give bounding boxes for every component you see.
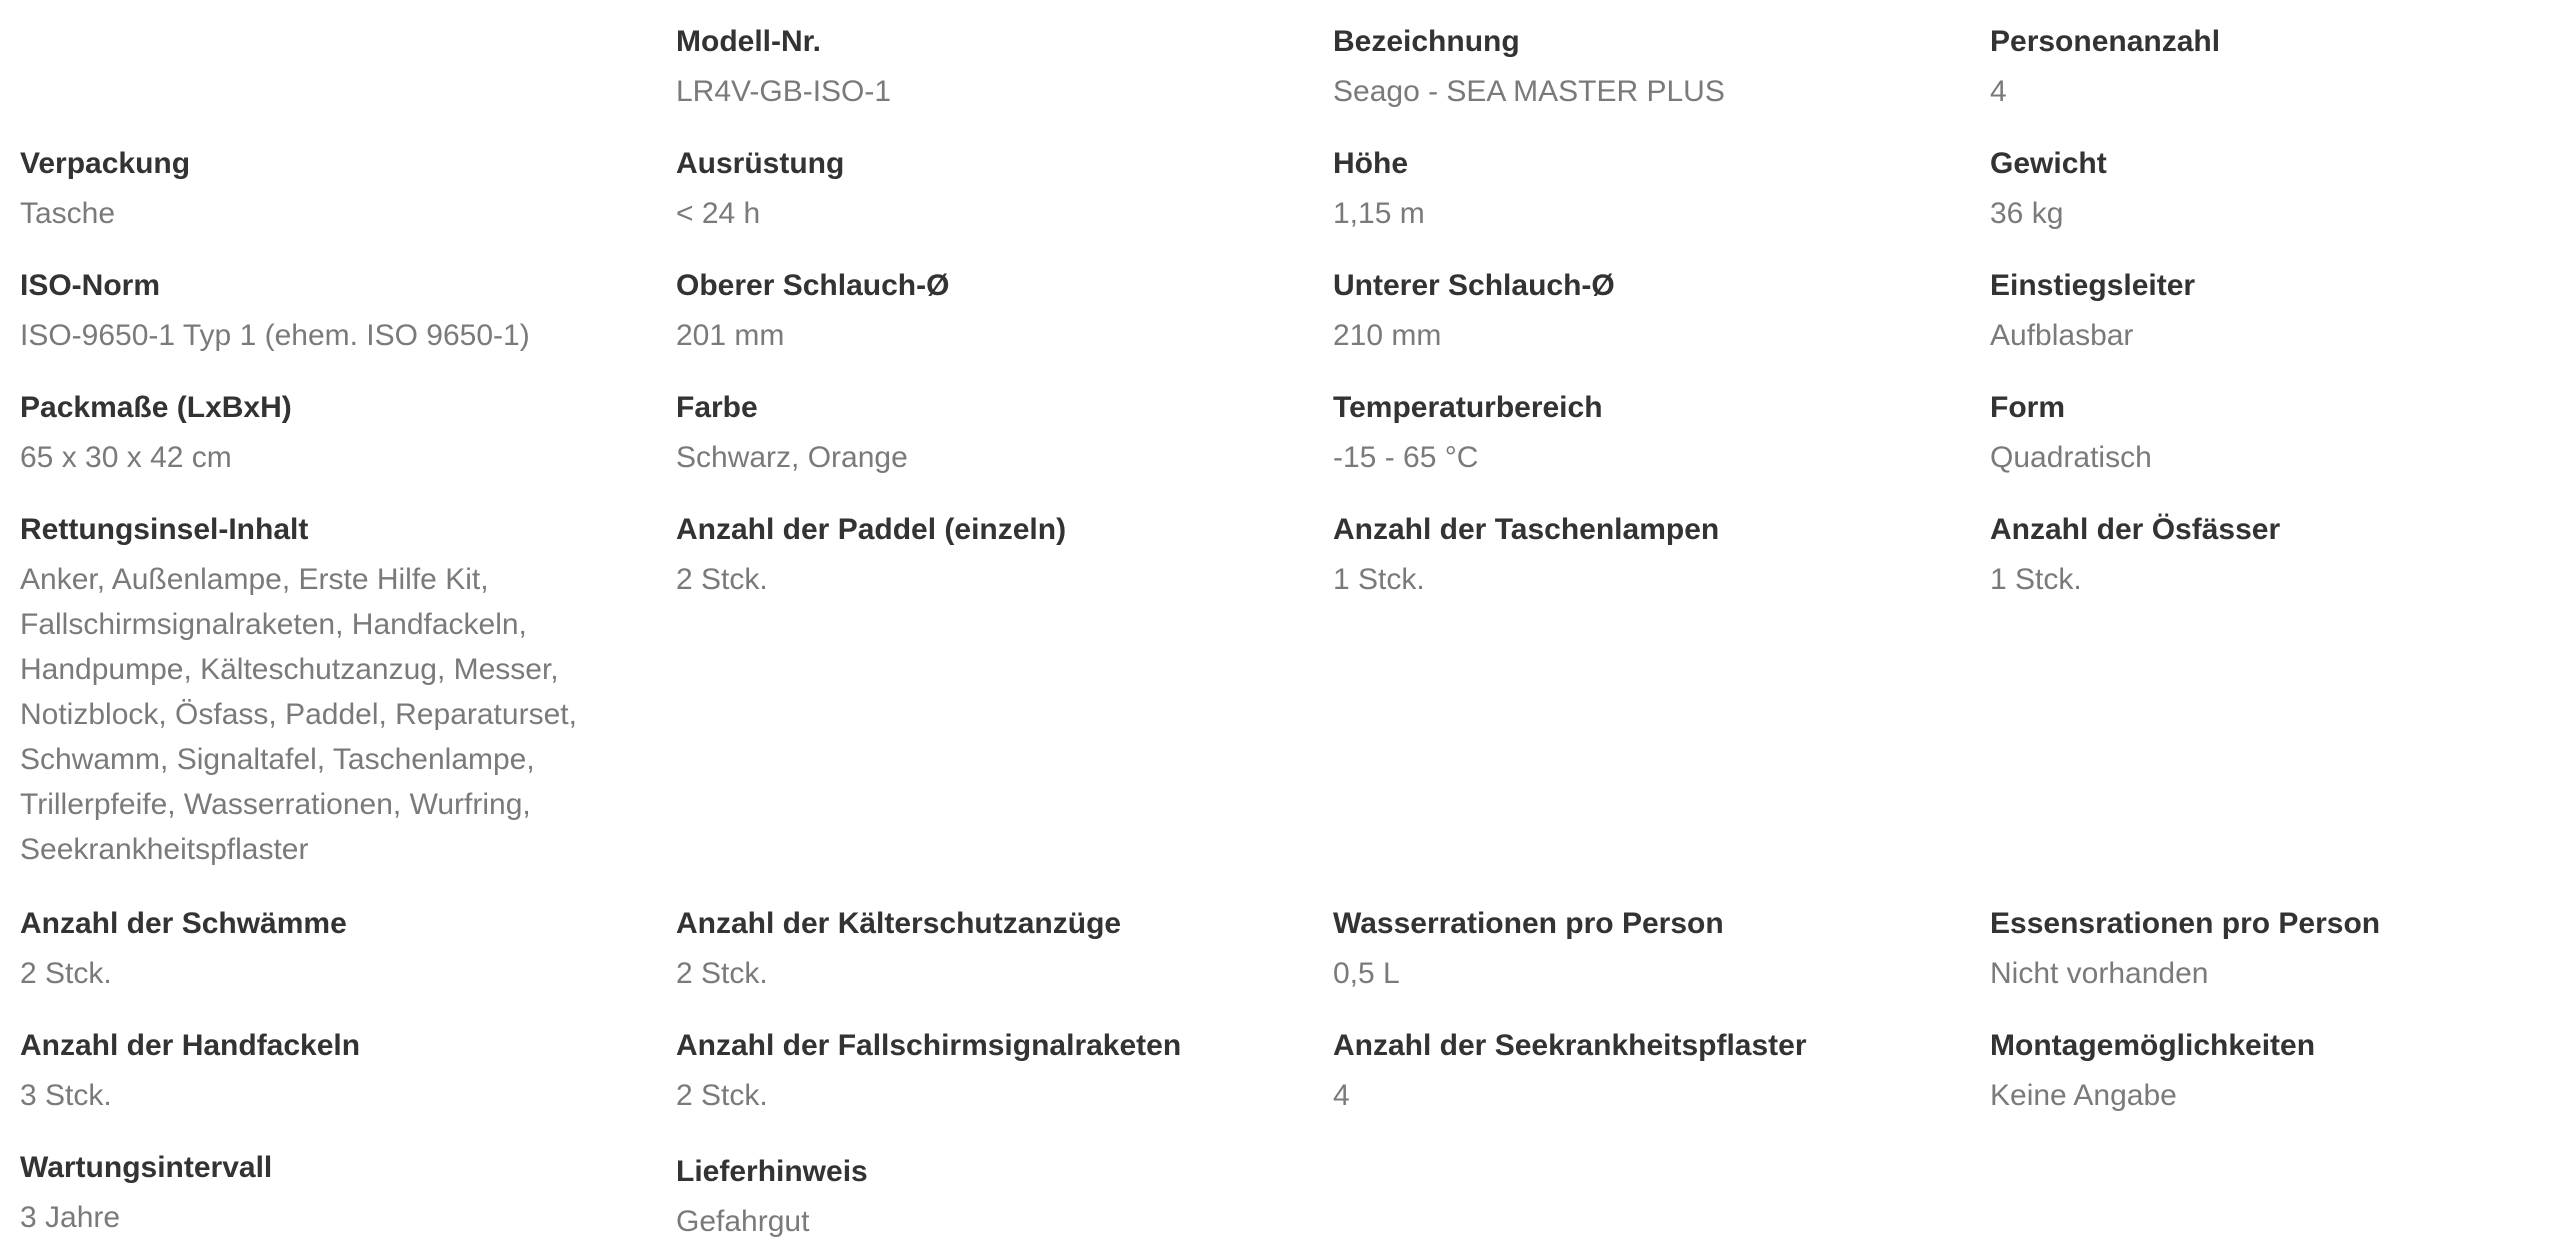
spec-label: Anzahl der Seekrankheitspflaster	[1333, 1029, 1807, 1062]
spec-oberer-schlauch	[676, 265, 1296, 358]
spec-label: Einstiegsleiter	[1990, 269, 2196, 302]
spec-value: 4	[1990, 75, 2007, 108]
spec-label: Anzahl der Kälterschutzanzüge	[676, 907, 1122, 940]
spec-label: Gewicht	[1990, 147, 2107, 180]
spec-label: Lieferhinweis	[676, 1155, 868, 1188]
spec-label: Montagemöglichkeiten	[1990, 1029, 2316, 1062]
spec-hoehe	[1333, 143, 1953, 236]
spec-montage	[1990, 1025, 2560, 1118]
spec-value: LR4V-GB-ISO-1	[676, 75, 892, 108]
spec-value: 2 Stck.	[676, 957, 768, 990]
spec-value: 65 x 30 x 42 cm	[20, 441, 232, 474]
spec-value: Seago - SEA MASTER PLUS	[1333, 75, 1725, 108]
spec-label: Wartungsintervall	[20, 1151, 273, 1184]
spec-label: Personenanzahl	[1990, 25, 2221, 58]
spec-bezeichnung	[1333, 21, 1953, 114]
spec-value: 36 kg	[1990, 197, 2064, 230]
spec-label: Anzahl der Paddel (einzeln)	[676, 513, 1067, 546]
spec-label: Packmaße (LxBxH)	[20, 391, 292, 424]
spec-value: Tasche	[20, 197, 116, 230]
spec-modell-nr	[676, 21, 1296, 114]
spec-value: 210 mm	[1333, 319, 1442, 352]
spec-wartungsintervall	[20, 1147, 640, 1240]
spec-lieferhinweis	[676, 1151, 1296, 1244]
spec-essensrationen	[1990, 903, 2560, 996]
spec-form	[1990, 387, 2560, 480]
spec-kaelteschutzanzuege	[676, 903, 1296, 996]
spec-label: Unterer Schlauch-Ø	[1333, 269, 1615, 302]
spec-label: ISO-Norm	[20, 269, 161, 302]
spec-label: Wasserrationen pro Person	[1333, 907, 1724, 940]
spec-iso-norm	[20, 265, 640, 358]
spec-value: -15 - 65 °C	[1333, 441, 1479, 474]
spec-farbe	[676, 387, 1296, 480]
spec-unterer-schlauch	[1333, 265, 1953, 358]
spec-label: Modell-Nr.	[676, 25, 822, 58]
spec-handfackeln	[20, 1025, 640, 1118]
spec-verpackung	[20, 143, 640, 236]
spec-value: 3 Stck.	[20, 1079, 112, 1112]
spec-value: Keine Angabe	[1990, 1079, 2177, 1112]
spec-value: 4	[1333, 1079, 1350, 1112]
spec-seekrankheitspflaster	[1333, 1025, 1953, 1118]
spec-value: 1 Stck.	[1990, 563, 2082, 596]
spec-label: Anzahl der Taschenlampen	[1333, 513, 1720, 546]
spec-label: Ausrüstung	[676, 147, 845, 180]
spec-temperaturbereich	[1333, 387, 1953, 480]
spec-gewicht	[1990, 143, 2560, 236]
spec-value: Anker, Außenlampe, Erste Hilfe Kit, Fallschirmsignalraketen, Handfackeln, Handpumpe, Kälteschutzanzug, Messer, Notizblock, Ösfass, Paddel, Reparaturset, Schwamm, Signaltafel, Taschenlampe, Trillerpfeife, Wasserrationen, Wurfring, Seekrankheitspflaster	[20, 563, 577, 866]
spec-label: Verpackung	[20, 147, 191, 180]
spec-label: Anzahl der Handfackeln	[20, 1029, 361, 1062]
spec-taschenlampen	[1333, 509, 1953, 602]
spec-einstiegsleiter	[1990, 265, 2560, 358]
spec-value: Gefahrgut	[676, 1205, 810, 1238]
spec-value: 1 Stck.	[1333, 563, 1425, 596]
spec-label: Anzahl der Schwämme	[20, 907, 347, 940]
spec-rettungsinsel-inhalt	[20, 509, 640, 872]
spec-label: Anzahl der Ösfässer	[1990, 513, 2281, 546]
spec-value: Nicht vorhanden	[1990, 957, 2209, 990]
spec-label: Anzahl der Fallschirmsignalraketen	[676, 1029, 1182, 1062]
spec-value: 2 Stck.	[676, 563, 768, 596]
spec-label: Essensrationen pro Person	[1990, 907, 2381, 940]
spec-value: 1,15 m	[1333, 197, 1425, 230]
spec-value: Schwarz, Orange	[676, 441, 908, 474]
spec-label: Form	[1990, 391, 2065, 424]
spec-label: Temperaturbereich	[1333, 391, 1603, 424]
spec-value: 0,5 L	[1333, 957, 1400, 990]
spec-value: 3 Jahre	[20, 1201, 121, 1234]
spec-ausruestung	[676, 143, 1296, 236]
spec-wasserrationen	[1333, 903, 1953, 996]
spec-fallschirmsignalraketen	[676, 1025, 1296, 1118]
spec-value: ISO-9650-1 Typ 1 (ehem. ISO 9650-1)	[20, 319, 530, 352]
spec-schwaemme	[20, 903, 640, 996]
spec-value: 2 Stck.	[20, 957, 112, 990]
spec-label: Bezeichnung	[1333, 25, 1520, 58]
spec-paddel	[676, 509, 1296, 602]
spec-personenanzahl	[1990, 21, 2560, 114]
spec-label: Oberer Schlauch-Ø	[676, 269, 950, 302]
spec-label: Farbe	[676, 391, 758, 424]
spec-label: Höhe	[1333, 147, 1408, 180]
spec-packmasse	[20, 387, 640, 480]
spec-value: 2 Stck.	[676, 1079, 768, 1112]
spec-value: < 24 h	[676, 197, 761, 230]
spec-value: Quadratisch	[1990, 441, 2152, 474]
spec-value: 201 mm	[676, 319, 785, 352]
spec-value: Aufblasbar	[1990, 319, 2134, 352]
spec-oesfaesser	[1990, 509, 2560, 602]
spec-label: Rettungsinsel-Inhalt	[20, 513, 309, 546]
